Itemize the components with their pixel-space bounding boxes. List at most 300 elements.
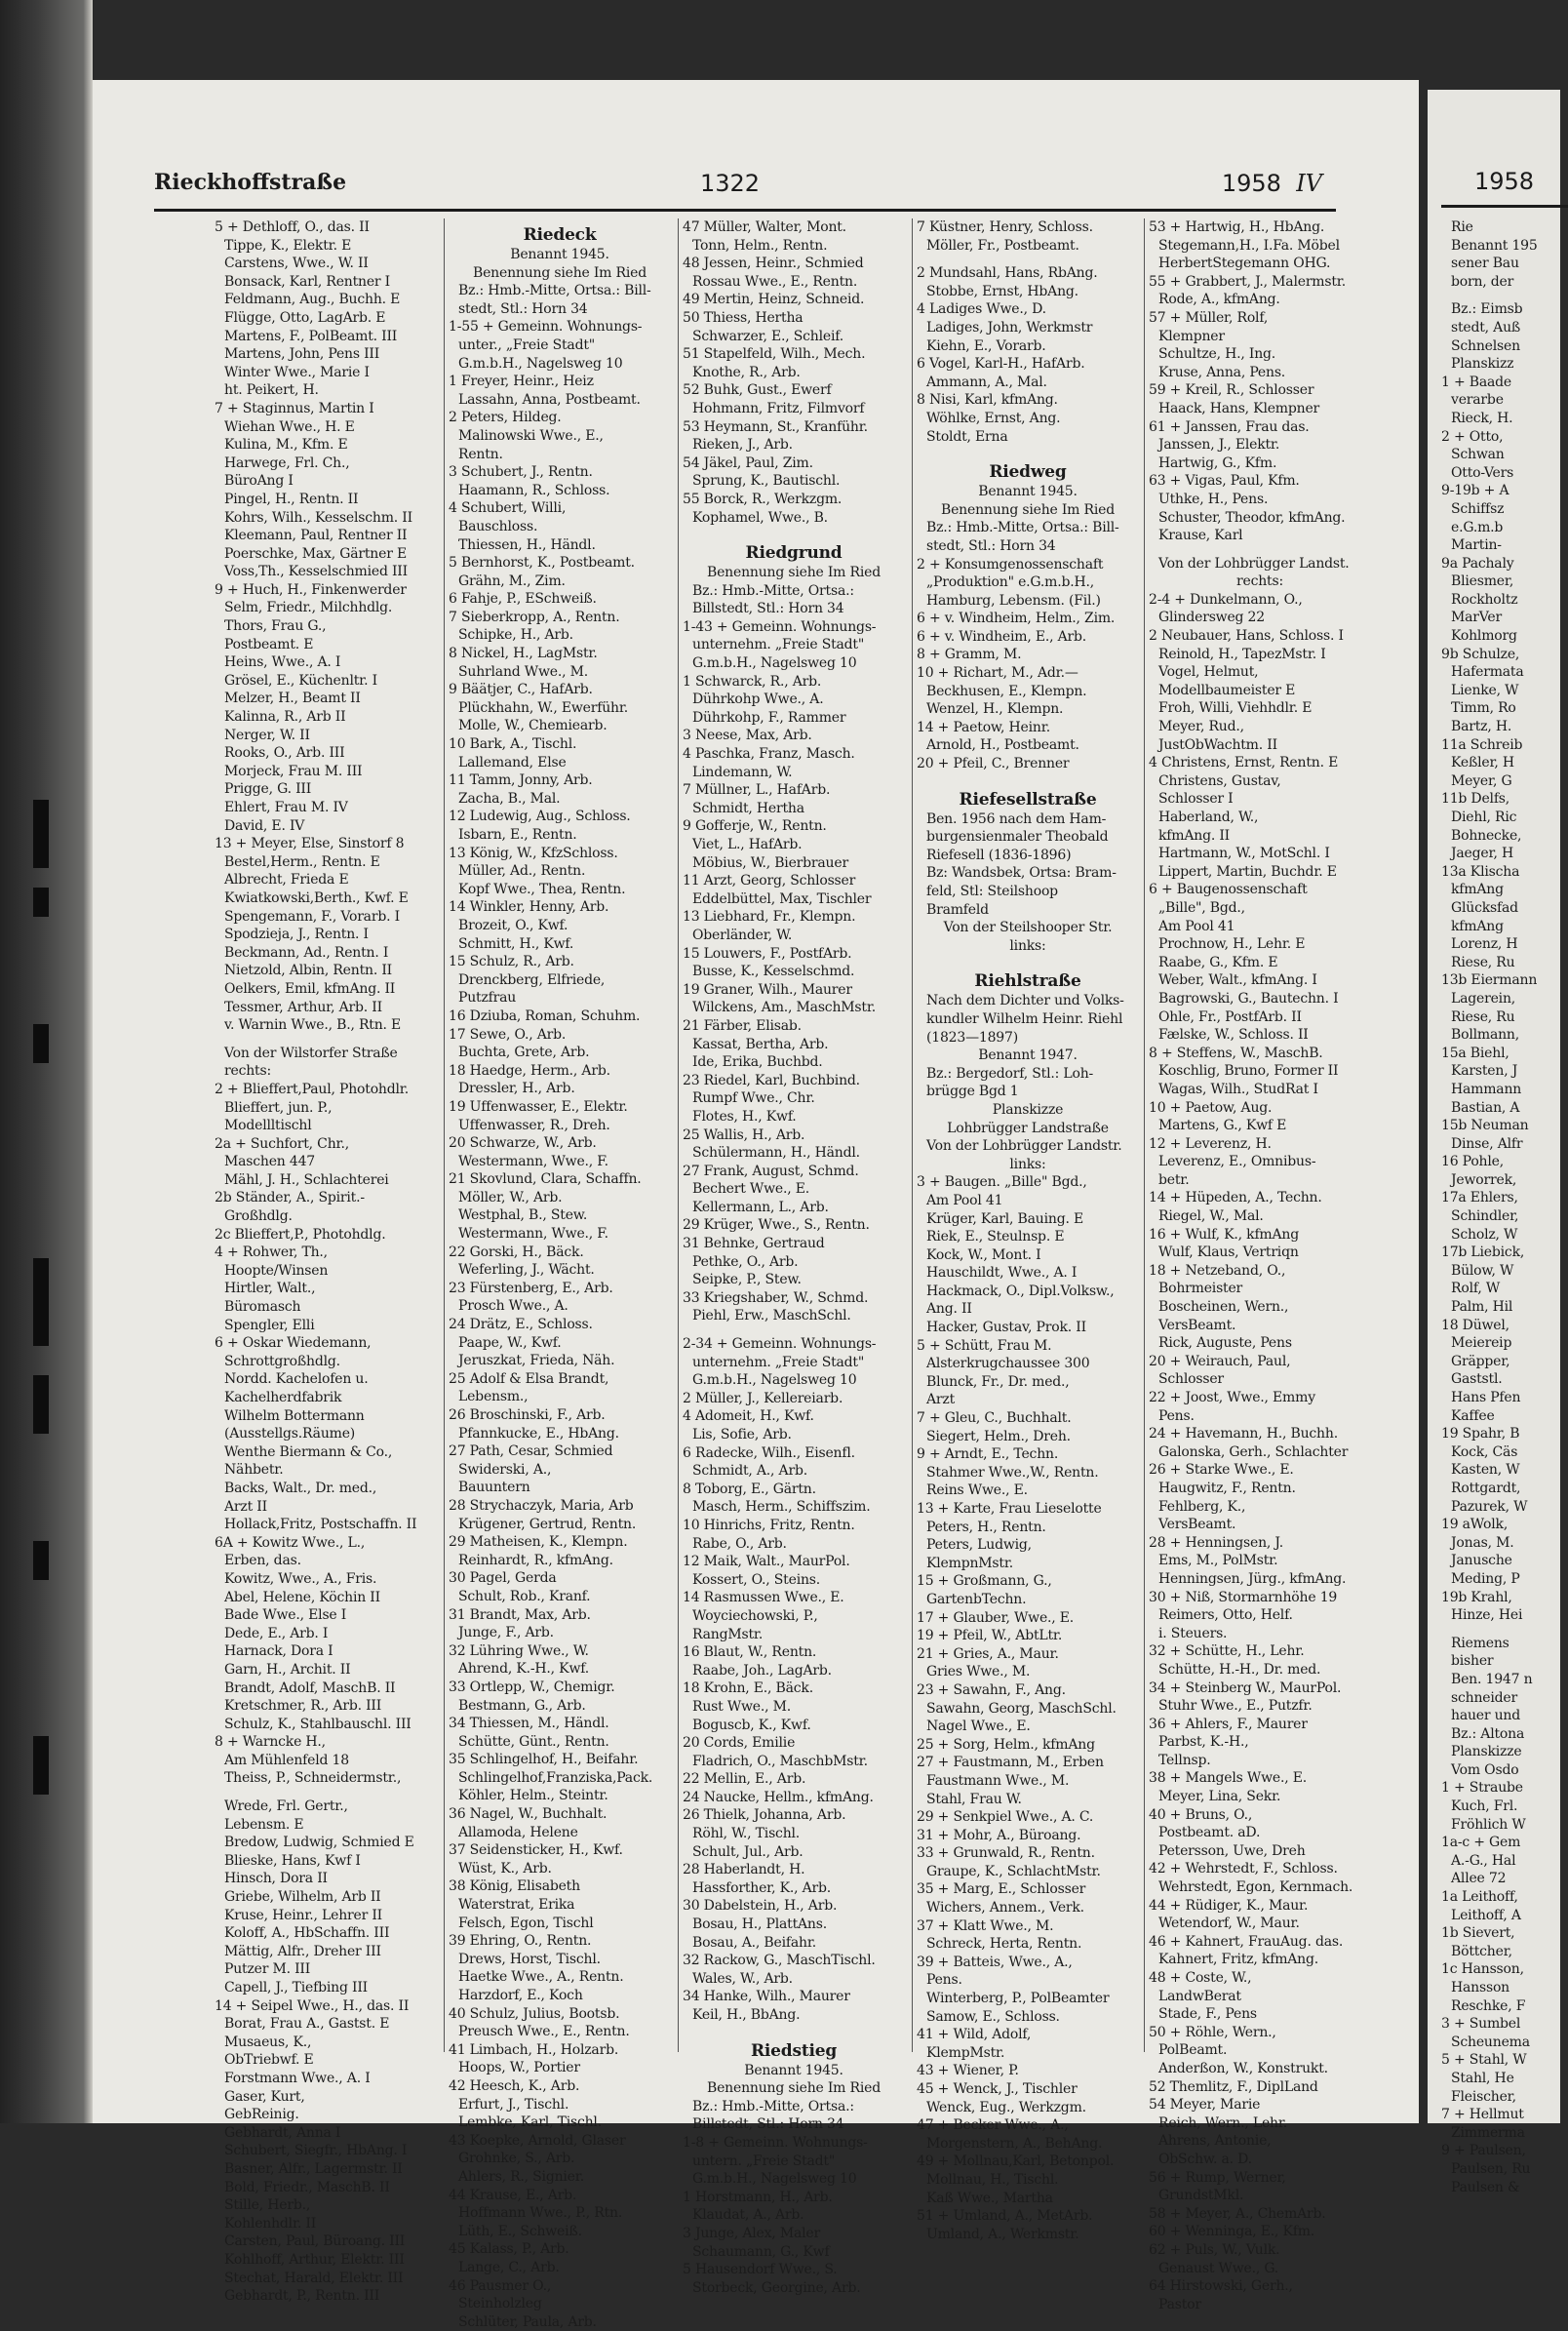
directory-entry: Wenthe Biermann & Co., xyxy=(224,1443,393,1460)
directory-entry: Hoops, W., Portier xyxy=(458,2060,580,2076)
directory-entry: 52 Buhk, Gust., Ewerf xyxy=(683,382,832,399)
directory-entry: 5 + Schütt, Frau M. xyxy=(917,1337,1052,1354)
directory-entry: 39 Ehring, O., Rentn. xyxy=(449,1933,592,1950)
directory-entry: stedt, Auß xyxy=(1451,319,1521,336)
directory-entry: Tippe, K., Elektr. E xyxy=(224,237,352,254)
directory-entry: Vogel, Helmut, xyxy=(1158,664,1259,681)
directory-entry: Schwarzer, E., Schleif. xyxy=(692,328,843,344)
directory-entry: Martens, John, Pens III xyxy=(224,346,380,363)
directory-entry: 10 Bark, A., Tischl. xyxy=(449,736,577,753)
directory-entry: 16 + Wulf, K., kfmAng xyxy=(1149,1226,1299,1243)
directory-entry: verarbe xyxy=(1451,392,1504,409)
directory-entry: 21 + Gries, A., Maur. xyxy=(917,1645,1059,1662)
directory-entry: Möller, W., Arb. xyxy=(458,1189,563,1205)
directory-entry: Stahmer Wwe.,W., Rentn. xyxy=(926,1464,1099,1481)
directory-entry: stedt, Stl.: Horn 34 xyxy=(926,537,1056,554)
directory-entry: Wichers, Annem., Verk. xyxy=(926,1900,1084,1916)
directory-entry: Riegel, W., Mal. xyxy=(1158,1208,1264,1225)
directory-entry: Meiereip xyxy=(1451,1335,1512,1352)
directory-entry: 9b Schulze, xyxy=(1441,646,1520,662)
directory-entry: 8 Toborg, E., Gärtn. xyxy=(683,1481,816,1497)
gutter-binding-mark xyxy=(33,1736,49,1795)
directory-entry: Reich, Wern., Lehr. xyxy=(1158,2114,1288,2131)
directory-entry: Drenckberg, Elfriede, xyxy=(458,971,606,988)
directory-entry: Bz.: Eimsb xyxy=(1451,301,1523,318)
directory-entry: Pfannkucke, E., HbAng. xyxy=(458,1425,619,1442)
directory-entry: 43 Koepke, Arnold, Glaser xyxy=(449,2132,626,2149)
directory-entry: Pingel, H., Rentn. II xyxy=(224,491,359,507)
directory-entry: 14 Winkler, Henny, Arb. xyxy=(449,899,609,916)
directory-entry: 5 + Stahl, W xyxy=(1441,2052,1527,2069)
directory-entry: 45 + Wenck, J., Tischler xyxy=(917,2081,1078,2097)
directory-entry: Kohrs, Wilh., Kesselschm. II xyxy=(224,509,412,526)
directory-entry: Ohle, Fr., PostfArb. II xyxy=(1158,1008,1302,1025)
directory-entry: Graupe, K., SchlachtMstr. xyxy=(926,1863,1101,1879)
directory-entry: brügge Bgd 1 xyxy=(926,1084,1019,1100)
directory-entry: Blunck, Fr., Dr. med., xyxy=(926,1373,1070,1390)
directory-entry: Wulf, Klaus, Vertriqn xyxy=(1158,1245,1299,1261)
directory-entry: Lindemann, W. xyxy=(692,764,793,780)
directory-entry: Umland, A., Werkmstr. xyxy=(926,2226,1079,2242)
directory-entry: unternehm. „Freie Stadt" xyxy=(692,1354,865,1370)
directory-entry: 14 + Hüpeden, A., Techn. xyxy=(1149,1190,1322,1206)
directory-entry: Mollnau, H., Tischl. xyxy=(926,2171,1059,2188)
directory-entry: Wagas, Wilh., StudRat I xyxy=(1158,1081,1318,1097)
directory-entry: 8 + Steffens, W., MaschB. xyxy=(1149,1045,1323,1061)
directory-entry: JustObWachtm. II xyxy=(1158,736,1277,753)
directory-entry: Sprung, K., Bautischl. xyxy=(692,473,841,490)
directory-entry: Schmidt, A., Arb. xyxy=(692,1463,807,1480)
blank-line xyxy=(1441,291,1568,300)
directory-entry: Uffenwasser, R., Dreh. xyxy=(458,1117,610,1133)
centered-note: Lohbrügger Landstraße xyxy=(947,1120,1109,1136)
directory-entry: 7 Sieberkropp, A., Rentn. xyxy=(449,609,620,625)
directory-entry: Flügge, Otto, LagArb. E xyxy=(224,309,386,326)
directory-entry: 54 Meyer, Marie xyxy=(1149,2097,1261,2114)
directory-entry: rechts: xyxy=(224,1063,271,1080)
directory-entry: Schmidt, Hertha xyxy=(692,800,804,816)
directory-entry: 25 Adolf & Elsa Brandt, xyxy=(449,1370,609,1387)
directory-entry: Wehrstedt, Egon, Kernmach. xyxy=(1158,1879,1353,1896)
directory-entry: Bohrmeister xyxy=(1158,1281,1243,1297)
blank-line xyxy=(683,527,905,536)
directory-entry: Rieck, H. xyxy=(1451,410,1513,426)
directory-entry: KlempMstr. xyxy=(926,2044,1005,2061)
directory-entry: 41 + Wild, Adolf, xyxy=(917,2027,1032,2043)
directory-entry: Rust Wwe., M. xyxy=(692,1698,792,1715)
directory-entry: Nähbetr. xyxy=(224,1462,284,1479)
directory-entry: Abel, Helene, Köchin II xyxy=(224,1589,380,1605)
directory-entry: Glindersweg 22 xyxy=(1158,610,1265,626)
directory-entry: Bülow, W xyxy=(1451,1262,1514,1279)
directory-entry: 11 Arzt, Georg, Schlosser xyxy=(683,873,856,889)
directory-entry: Wüst, K., Arb. xyxy=(458,1860,552,1877)
directory-entry: 24 Naucke, Hellm., kfmAng. xyxy=(683,1789,874,1805)
directory-entry: Hammann xyxy=(1451,1081,1522,1097)
directory-entry: burgensienmaler Theobald xyxy=(926,829,1109,846)
directory-entry: 9 + Huch, H., Finkenwerder xyxy=(215,581,407,598)
directory-entry: Martens, G., Kwf E xyxy=(1158,1118,1287,1134)
directory-entry: Lippert, Martin, Buchdr. E xyxy=(1158,863,1337,880)
directory-entry: Bz.: Hmb.-Mitte, Ortsa.: Bill- xyxy=(458,283,651,299)
directory-entry: Von der Lohbrügger Landstr. xyxy=(926,1138,1122,1155)
street-heading: Riedstieg xyxy=(750,2040,838,2061)
directory-entry: 41 Limbach, H., Holzarb. xyxy=(449,2041,619,2058)
directory-entry: Paulsen, Ru xyxy=(1451,2160,1531,2177)
directory-entry: A.-G., Hal xyxy=(1451,1852,1516,1869)
directory-entry: 23 Fürstenberg, E., Arb. xyxy=(449,1280,613,1296)
column-rule xyxy=(912,218,913,2052)
directory-entry: untern. „Freie Stadt" xyxy=(692,2153,836,2169)
directory-entry: 32 Lühring Wwe., W. xyxy=(449,1642,589,1659)
directory-entry: 30 + Niß, Stormarnhöhe 19 xyxy=(1149,1589,1338,1605)
directory-entry: Schiffsz xyxy=(1451,500,1505,517)
gutter-binding-mark xyxy=(33,800,49,868)
directory-entry: 33 Kriegshaber, W., Schmd. xyxy=(683,1289,869,1306)
directory-entry: 37 Seidensticker, H., Kwf. xyxy=(449,1842,623,1859)
directory-entry: Jeruszkat, Frieda, Näh. xyxy=(458,1353,615,1369)
directory-entry: Kalinna, R., Arb II xyxy=(224,709,346,726)
directory-entry: i. Steuers. xyxy=(1158,1625,1228,1641)
directory-entry: Arnold, H., Postbeamt. xyxy=(926,737,1079,754)
directory-entry: Schuster, Theodor, kfmAng. xyxy=(1158,509,1346,526)
directory-entry: Eddelbüttel, Max, Tischler xyxy=(692,890,872,907)
directory-entry: Rolf, W xyxy=(1451,1281,1501,1297)
directory-entry: v. Warnin Wwe., B., Rtn. E xyxy=(224,1017,402,1034)
directory-entry: betr. xyxy=(1158,1171,1190,1188)
directory-entry: Klempner xyxy=(1158,328,1225,344)
directory-entry: MarVer xyxy=(1451,610,1502,626)
directory-entry: hauer und xyxy=(1451,1708,1521,1724)
directory-entry: 53 Heymann, St., Kranführ. xyxy=(683,418,868,435)
directory-entry: Riese, Ru xyxy=(1451,1008,1515,1025)
directory-entry: Rumpf Wwe., Chr. xyxy=(692,1090,815,1107)
directory-entry: 9 + Arndt, E., Techn. xyxy=(917,1446,1059,1463)
directory-entry: 19b Krahl, xyxy=(1441,1589,1512,1605)
directory-entry: ObTriebwf. E xyxy=(224,2052,314,2069)
directory-entry: 6 Radecke, Wilh., Eisenfl. xyxy=(683,1444,855,1461)
centered-note: Von der Steilshooper Str. xyxy=(943,920,1113,936)
directory-entry: BüroAng I xyxy=(224,473,294,490)
directory-entry: Bz.: Hmb.-Mitte, Ortsa.: xyxy=(692,582,854,599)
directory-entry: Schütte, H.-H., Dr. med. xyxy=(1158,1661,1321,1678)
page-number: 1322 xyxy=(700,170,761,197)
directory-entry: Bohnecke, xyxy=(1451,827,1522,844)
directory-entry: 57 + Müller, Rolf, xyxy=(1149,309,1269,326)
directory-entry: Schlingelhof,Franziska,Pack. xyxy=(458,1769,653,1786)
book-gutter xyxy=(0,0,93,2123)
directory-entry: Röhl, W., Tischl. xyxy=(692,1826,801,1842)
directory-entry: Leithoff, A xyxy=(1451,1907,1521,1923)
directory-entry: Malinowski Wwe., E., xyxy=(458,427,604,444)
directory-entry: 32 + Schütte, H., Lehr. xyxy=(1149,1643,1305,1660)
directory-entry: Hoffmann Wwe., P., Rtn. xyxy=(458,2205,623,2222)
directory-entry: Meyer, Rud., xyxy=(1158,719,1244,735)
directory-entry: Koloff, A., HbSchaffn. III xyxy=(224,1925,390,1942)
directory-entry: 28 Haberlandt, H. xyxy=(683,1862,805,1878)
directory-entry: Rentn. xyxy=(458,446,503,462)
directory-entry: Büromasch xyxy=(224,1299,301,1316)
directory-entry: Fladrich, O., MaschbMstr. xyxy=(692,1753,868,1769)
directory-entry: Bollmann, xyxy=(1451,1027,1519,1044)
directory-entry: 50 Thiess, Hertha xyxy=(683,309,804,326)
directory-entry: 25 Wallis, H., Arb. xyxy=(683,1126,805,1143)
directory-entry: Rode, A., kfmAng. xyxy=(1158,292,1280,308)
directory-entry: Oelkers, Emil, kfmAng. II xyxy=(224,980,396,997)
directory-entry: Heins, Wwe., A. I xyxy=(224,654,341,671)
directory-entry: 1b Sievert, xyxy=(1441,1925,1515,1942)
directory-entry: 1 Horstmann, H., Arb. xyxy=(683,2189,833,2205)
directory-entry: Henningsen, Jürg., kfmAng. xyxy=(1158,1570,1347,1587)
directory-entry: 30 Pagel, Gerda xyxy=(449,1570,557,1587)
directory-entry: Reinhardt, R., kfmAng. xyxy=(458,1552,613,1568)
directory-entry: 23 Riedel, Karl, Buchbind. xyxy=(683,1072,860,1088)
directory-entry: 2 + Konsumgenossenschaft xyxy=(917,556,1104,573)
directory-entry: 27 Path, Cesar, Schmied xyxy=(449,1443,613,1460)
directory-entry: kundler Wilhelm Heinr. Riehl xyxy=(926,1010,1123,1027)
centered-note: Benannt 1945. xyxy=(510,247,609,262)
directory-entry: 7 Müllner, L., HafArb. xyxy=(683,782,831,799)
directory-entry: 7 + Staginnus, Martin I xyxy=(215,400,374,416)
directory-entry: 11a Schreib xyxy=(1441,736,1523,753)
directory-entry: 13 König, W., KfzSchloss. xyxy=(449,845,618,861)
directory-entry: Feldmann, Aug., Buchh. E xyxy=(224,292,401,308)
directory-entry: Schulz, K., Stahlbauschl. III xyxy=(224,1716,412,1732)
directory-entry: 2a + Suchfort, Chr., xyxy=(215,1135,349,1152)
directory-entry: 11 Tamm, Jonny, Arb. xyxy=(449,772,593,789)
year-part xyxy=(1222,170,1322,197)
directory-entry: Paape, W., Kwf. xyxy=(458,1334,562,1351)
directory-entry: Tellnsp. xyxy=(1158,1752,1211,1768)
directory-entry: kfmAng xyxy=(1451,882,1504,898)
directory-entry: Lagerein, xyxy=(1451,990,1516,1007)
directory-entry: Hackmack, O., Dipl.Volksw., xyxy=(926,1283,1115,1299)
directory-entry: 26 Thielk, Johanna, Arb. xyxy=(683,1807,846,1824)
directory-entry: Anderßon, W., Konstrukt. xyxy=(1158,2060,1328,2076)
directory-entry: Bliesmer, xyxy=(1451,573,1514,590)
directory-entry: Spengler, Elli xyxy=(224,1317,315,1333)
directory-entry: Bastian, A xyxy=(1451,1099,1520,1116)
directory-entry: Schmitt, H., Kwf. xyxy=(458,935,574,952)
directory-entry: GartenbTechn. xyxy=(926,1591,1027,1607)
directory-entry: 59 + Kreil, R., Schlosser xyxy=(1149,382,1314,399)
directory-entry: Ahrend, K.-H., Kwf. xyxy=(458,1661,589,1678)
directory-entry: Billstedt, Stl.: Horn 34 xyxy=(692,601,844,617)
directory-entry: 9a Pachaly xyxy=(1441,555,1514,572)
directory-entry: 26 Broschinski, F., Arb. xyxy=(449,1407,606,1423)
directory-entry: unter., „Freie Stadt" xyxy=(458,336,595,353)
directory-entry: G.m.b.H., Nagelsweg 10 xyxy=(692,1372,857,1389)
directory-entry: Blieske, Hans, Kwf I xyxy=(224,1852,361,1869)
directory-entry: Hollack,Fritz, Postschaffn. II xyxy=(224,1517,417,1533)
directory-entry: Prochnow, H., Lehr. E xyxy=(1158,936,1306,953)
directory-entry: Keßler, H xyxy=(1451,755,1514,771)
directory-entry: Schülermann, H., Händl. xyxy=(692,1145,860,1162)
directory-entry: Hinsch, Dora II xyxy=(224,1871,328,1887)
gutter-binding-mark xyxy=(33,1258,49,1346)
directory-entry: 8 Nisi, Karl, kfmAng. xyxy=(917,392,1058,409)
directory-entry: Schlüter, Paula, Arb. xyxy=(458,2313,597,2330)
directory-entry: ObSchw. a. D. xyxy=(1158,2151,1252,2167)
directory-entry: Rottgardt, xyxy=(1451,1480,1521,1496)
directory-entry: G.m.b.H., Nagelsweg 10 xyxy=(692,655,857,672)
directory-entry: 5 Hausendorf Wwe., S. xyxy=(683,2262,838,2278)
directory-entry: 49 Mertin, Heinz, Schneid. xyxy=(683,292,865,308)
directory-entry: 6 + v. Windheim, E., Arb. xyxy=(917,628,1087,645)
directory-entry: Kahnert, Fritz, kfmAng. xyxy=(1158,1952,1319,1968)
directory-entry: Beckhusen, E., Klempn. xyxy=(926,683,1087,699)
blank-line xyxy=(917,446,1139,455)
directory-entry: 27 + Faustmann, M., Erben xyxy=(917,1755,1104,1771)
directory-entry: Hirtler, Walt., xyxy=(224,1281,316,1297)
directory-column-4 xyxy=(917,218,1139,2243)
directory-entry: Harwege, Frl. Ch., xyxy=(224,454,350,471)
directory-entry: Kaß Wwe., Martha xyxy=(926,2190,1053,2206)
directory-entry: 40 + Bruns, O., xyxy=(1149,1806,1253,1823)
directory-entry: Hauschildt, Wwe., A. I xyxy=(926,1265,1078,1282)
directory-entry: Ammann, A., Mal. xyxy=(926,374,1047,390)
directory-entry: Rossau Wwe., E., Rentn. xyxy=(692,273,858,290)
directory-entry: 1-55 + Gemeinn. Wohnungs- xyxy=(449,319,643,336)
directory-entry: kfmAng xyxy=(1451,918,1504,934)
directory-entry: 48 + Coste, W., xyxy=(1149,1970,1252,1986)
directory-entry: 17 + Glauber, Wwe., E. xyxy=(917,1609,1075,1626)
directory-entry: Winter Wwe., Marie I xyxy=(224,364,370,380)
directory-entry: Bade Wwe., Else I xyxy=(224,1607,347,1624)
directory-entry: Jonas, M. xyxy=(1451,1534,1514,1551)
blank-line xyxy=(683,2025,905,2035)
directory-entry: 15 Louwers, F., PostfArb. xyxy=(683,945,852,962)
street-heading: Riehlstraße xyxy=(974,971,1081,992)
directory-entry: Kock, Cäs xyxy=(1451,1443,1518,1460)
directory-entry: 9 + Paulsen, xyxy=(1441,2143,1526,2159)
directory-entry: Blieffert, jun. P., xyxy=(224,1099,333,1116)
directory-entry: Westermann, Wwe., F. xyxy=(458,1226,608,1243)
directory-entry: Nerger, W. II xyxy=(224,727,310,743)
directory-entry: 50 + Röhle, Wern., xyxy=(1149,2024,1276,2040)
directory-entry: Leverenz, E., Omnibus- xyxy=(1158,1154,1316,1170)
directory-entry: 37 + Klatt Wwe., M. xyxy=(917,1917,1054,1934)
directory-entry: Griebe, Wilhelm, Arb II xyxy=(224,1889,381,1906)
directory-entry: Allee 72 xyxy=(1451,1871,1507,1887)
directory-entry: Jaeger, H xyxy=(1451,846,1513,862)
directory-entry: Dührkohp Wwe., A. xyxy=(692,691,824,708)
directory-column-5 xyxy=(1149,218,1371,2313)
directory-entry: 6 + v. Windheim, Helm., Zim. xyxy=(917,611,1116,627)
directory-entry: Plückhahn, W., Ewerführ. xyxy=(458,699,629,716)
directory-entry: Schaumann, G., Kwf xyxy=(692,2243,830,2260)
directory-entry: Viet, L., HafArb. xyxy=(692,837,803,852)
directory-entry: 4 Adomeit, H., Kwf. xyxy=(683,1408,814,1425)
directory-entry: Pens. xyxy=(926,1972,962,1989)
directory-entry: 31 Behnke, Gertraud xyxy=(683,1236,825,1252)
directory-entry: Lienke, W xyxy=(1451,682,1519,698)
directory-entry: Hansson xyxy=(1451,1980,1509,1995)
directory-entry: 13 Liebhard, Fr., Klempn. xyxy=(683,909,856,926)
directory-entry: 45 Kalass, P., Arb. xyxy=(449,2241,569,2258)
part: IV xyxy=(1296,170,1322,197)
directory-entry: Nordd. Kachelofen u. xyxy=(224,1371,369,1388)
directory-entry: 49 + Mollnau,Karl, Betonpol. xyxy=(917,2153,1115,2170)
directory-entry: Weber, Walt., kfmAng. I xyxy=(1158,972,1317,989)
directory-entry: Felsch, Egon, Tischl xyxy=(458,1915,594,1931)
directory-entry: Flotes, H., Kwf. xyxy=(692,1108,797,1125)
directory-entry: Hoopte/Winsen xyxy=(224,1262,329,1279)
directory-entry: Bauuntern xyxy=(458,1480,530,1496)
facing-page xyxy=(1428,90,1560,2195)
directory-entry: Busse, K., Kesselschmd. xyxy=(692,964,855,980)
directory-entry: Selm, Friedr., Milchhdlg. xyxy=(224,600,393,616)
directory-entry: Melzer, H., Beamt II xyxy=(224,691,361,707)
directory-entry: Wilckens, Am., MaschMstr. xyxy=(692,1000,877,1016)
directory-entry: Martens, F., PolBeamt. III xyxy=(224,328,398,344)
directory-entry: 24 + Havemann, H., Buchh. xyxy=(1149,1426,1338,1442)
directory-entry: Kuch, Frl. xyxy=(1451,1798,1518,1815)
directory-column-3 xyxy=(683,218,905,2297)
directory-entry: 58 + Meyer, A., ChemArb. xyxy=(1149,2205,1326,2222)
directory-entry: Rick, Auguste, Pens xyxy=(1158,1335,1292,1352)
directory-entry: 43 + Wiener, P. xyxy=(917,2063,1019,2079)
directory-entry: 1 Freyer, Heinr., Heiz xyxy=(449,374,594,390)
directory-entry: Buchta, Grete, Arb. xyxy=(458,1045,590,1061)
directory-entry: 22 Mellin, E., Arb. xyxy=(683,1771,806,1788)
directory-entry: 7 + Hellmut xyxy=(1441,2107,1524,2123)
centered-note: Benennung siehe Im Ried xyxy=(707,565,881,581)
directory-entry: Haetke Wwe., A., Rentn. xyxy=(458,1969,624,1986)
centered-note: rechts: xyxy=(1236,573,1283,590)
directory-entry: Voss,Th., Kesselschmied III xyxy=(224,564,408,580)
directory-entry: Gebhardt, Anna I xyxy=(224,2124,341,2141)
directory-entry: Gaser, Kurt, xyxy=(224,2088,305,2105)
directory-entry: 2-4 + Dunkelmann, O., xyxy=(1149,591,1303,608)
directory-entry: Uthke, H., Pens. xyxy=(1158,491,1269,507)
directory-entry: Schindler, xyxy=(1451,1208,1519,1225)
directory-entry: Stille, Herb., xyxy=(224,2197,311,2214)
directory-entry: Kopf Wwe., Thea, Rentn. xyxy=(458,881,626,897)
directory-entry: 64 Hirstowski, Gerh., xyxy=(1149,2278,1293,2295)
directory-entry: Mättig, Alfr., Dreher III xyxy=(224,1943,381,1959)
directory-entry: 16 Pohle, xyxy=(1441,1154,1504,1170)
directory-entry: Hafermata xyxy=(1451,664,1524,681)
directory-entry: Bz: Wandsbek, Ortsa: Bram- xyxy=(926,865,1117,882)
directory-entry: 3 + Baugen. „Bille" Bgd., xyxy=(917,1174,1087,1191)
directory-entry: Bonsack, Karl, Rentner I xyxy=(224,273,391,290)
directory-entry: Kruse, Heinr., Lehrer II xyxy=(224,1907,383,1923)
directory-entry: 44 Krause, E., Arb. xyxy=(449,2187,577,2203)
directory-entry: bisher xyxy=(1451,1653,1494,1670)
directory-entry: Bagrowski, G., Bautechn. I xyxy=(1158,990,1339,1007)
directory-entry: 34 + Steinberg W., MaurPol. xyxy=(1149,1679,1342,1696)
directory-entry: 5 + Dethloff, O., das. II xyxy=(215,219,370,235)
directory-entry: Böttcher, xyxy=(1451,1943,1512,1959)
directory-entry: Von der Lohbrügger Landst. xyxy=(1158,555,1350,572)
directory-entry: Ladiges, John, Werkmstr xyxy=(926,319,1093,336)
directory-entry: Steinholzleg xyxy=(458,2296,542,2312)
directory-entry: Nagel Wwe., E. xyxy=(926,1719,1031,1735)
directory-entry: Arzt xyxy=(926,1392,956,1408)
directory-entry: Theiss, P., Schneidermstr., xyxy=(224,1770,402,1787)
directory-entry: Bauschloss. xyxy=(458,518,538,534)
page-header xyxy=(154,166,1336,212)
directory-entry: Pethke, O., Arb. xyxy=(692,1253,799,1270)
directory-entry: Drews, Horst, Tischl. xyxy=(458,1951,601,1967)
directory-entry: „Bille", Bgd., xyxy=(1158,899,1245,916)
directory-entry: Tonn, Helm., Rentn. xyxy=(692,237,828,254)
directory-entry: 4 + Rohwer, Th., xyxy=(215,1245,328,1261)
directory-entry: Samow, E., Schloss. xyxy=(926,2008,1060,2025)
directory-entry: 9-19b + A xyxy=(1441,483,1509,499)
centered-note: Benennung siehe Im Ried xyxy=(707,2080,881,2097)
